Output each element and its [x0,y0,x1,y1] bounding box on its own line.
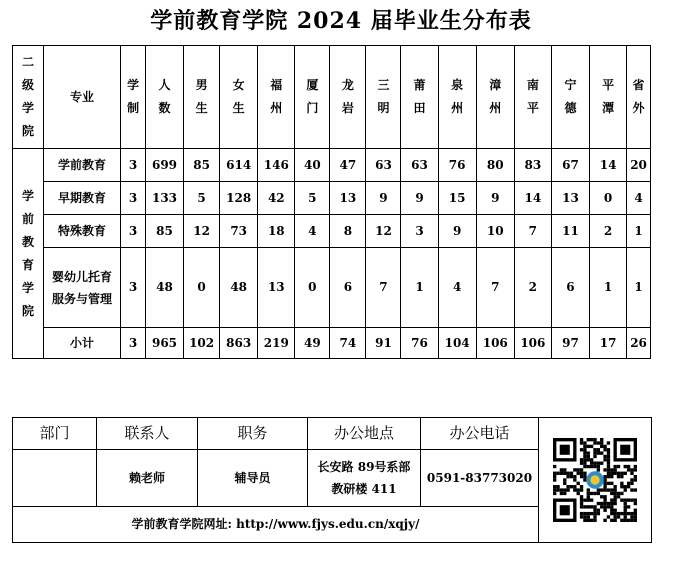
qr-code-cell [539,418,652,543]
data-cell-region-6: 9 [476,182,514,215]
data-cell-region-4: 3 [401,215,438,248]
data-cell-region-10: 1 [627,248,651,328]
data-cell-region-1: 4 [295,215,330,248]
department-cell: 学 前 教 育 学 院 [13,149,44,359]
website-label: 学前教育学院网址: [131,517,237,531]
data-cell-region-5: 4 [438,248,476,328]
contact-header-row [13,418,652,450]
header-region-ningde: 宁 德 [551,46,589,149]
data-cell-region-4: 1 [401,248,438,328]
data-cell-region-7: 14 [514,182,551,215]
subtotal-cell-region-3: 91 [366,328,401,359]
table-row [13,182,651,215]
major-cell: 特殊教育 [43,215,120,248]
data-cell-region-10: 20 [627,149,651,182]
subtotal-cell-region-5: 104 [438,328,476,359]
header-region-putian: 莆 田 [401,46,438,149]
major-cell: 学前教育 [43,149,120,182]
website-cell [13,507,539,543]
table-row [13,215,651,248]
data-cell-region-2: 8 [330,215,366,248]
data-cell-duration: 3 [121,215,146,248]
contact-header-person: 联系人 [97,418,198,450]
header-duration: 学 制 [121,46,146,149]
data-cell-count: 48 [145,248,183,328]
data-cell-region-7: 83 [514,149,551,182]
data-cell-region-0: 18 [258,215,295,248]
distribution-table [12,45,651,359]
header-region-sanming: 三 明 [366,46,401,149]
data-cell-region-5: 76 [438,149,476,182]
data-cell-region-0: 13 [258,248,295,328]
subtotal-cell-region-10: 26 [627,328,651,359]
table-row [13,149,651,182]
data-cell-region-7: 7 [514,215,551,248]
subtotal-cell-region-2: 74 [330,328,366,359]
header-region-longyan: 龙 岩 [330,46,366,149]
data-cell-region-6: 80 [476,149,514,182]
data-cell-count: 85 [145,215,183,248]
subtotal-cell-region-7: 106 [514,328,551,359]
data-cell-region-2: 47 [330,149,366,182]
data-cell-region-3: 12 [366,215,401,248]
table-row [13,248,651,328]
data-cell-region-4: 9 [401,182,438,215]
subtotal-cell-region-8: 97 [551,328,589,359]
data-cell-region-3: 9 [366,182,401,215]
data-cell-male: 12 [184,215,220,248]
header-region-fuzhou: 福 州 [258,46,295,149]
header-major: 专业 [43,46,120,149]
data-cell-region-3: 63 [366,149,401,182]
data-cell-region-5: 9 [438,215,476,248]
subtotal-cell-region-9: 17 [590,328,627,359]
header-region-outside: 省 外 [627,46,651,149]
website-link[interactable]: http://www.fjys.edu.cn/xqjy/ [236,517,420,531]
data-cell-region-7: 2 [514,248,551,328]
data-cell-region-3: 7 [366,248,401,328]
subtotal-cell-region-6: 106 [476,328,514,359]
data-cell-female: 128 [220,182,258,215]
header-department: 二 级 学 院 [13,46,44,149]
data-cell-male: 0 [184,248,220,328]
contact-table [12,417,652,543]
data-cell-region-8: 67 [551,149,589,182]
data-cell-region-10: 4 [627,182,651,215]
data-cell-region-10: 1 [627,215,651,248]
data-cell-female: 614 [220,149,258,182]
data-cell-region-5: 15 [438,182,476,215]
contact-person: 赖老师 [97,450,198,507]
header-region-pingtan: 平 潭 [590,46,627,149]
major-cell: 早期教育 [43,182,120,215]
header-region-quanzhou: 泉 州 [438,46,476,149]
data-cell-female: 48 [220,248,258,328]
header-count: 人 数 [145,46,183,149]
subtotal-cell-region-1: 49 [295,328,330,359]
data-cell-count: 133 [145,182,183,215]
data-cell-region-6: 7 [476,248,514,328]
contact-header-dept: 部门 [13,418,97,450]
data-cell-region-9: 14 [590,149,627,182]
data-cell-region-9: 2 [590,215,627,248]
subtotal-cell-female: 863 [220,328,258,359]
data-cell-duration: 3 [121,149,146,182]
subtotal-label: 小计 [43,328,120,359]
data-cell-region-1: 40 [295,149,330,182]
contact-location: 长安路 89号系部教研楼 411 [308,450,421,507]
data-cell-region-4: 63 [401,149,438,182]
subtotal-cell-count: 965 [145,328,183,359]
data-cell-region-1: 0 [295,248,330,328]
data-cell-region-9: 1 [590,248,627,328]
subtotal-cell-region-4: 76 [401,328,438,359]
header-region-xiamen: 厦 门 [295,46,330,149]
qr-code-icon [553,438,637,522]
data-cell-region-8: 11 [551,215,589,248]
data-cell-duration: 3 [121,248,146,328]
data-cell-region-8: 6 [551,248,589,328]
contact-header-location: 办公地点 [308,418,421,450]
contact-position: 辅导员 [198,450,308,507]
contact-phone: 0591-83773020 [421,450,539,507]
data-cell-region-6: 10 [476,215,514,248]
data-cell-region-0: 146 [258,149,295,182]
data-cell-male: 85 [184,149,220,182]
page-title: 学前教育学院 2024 届毕业生分布表 [150,8,532,34]
data-cell-region-2: 13 [330,182,366,215]
subtotal-cell-duration: 3 [121,328,146,359]
data-cell-female: 73 [220,215,258,248]
contact-header-phone: 办公电话 [421,418,539,450]
contact-header-position: 职务 [198,418,308,450]
data-cell-duration: 3 [121,182,146,215]
header-region-nanping: 南 平 [514,46,551,149]
data-cell-region-1: 5 [295,182,330,215]
contact-dept [13,450,97,507]
data-cell-region-9: 0 [590,182,627,215]
subtotal-cell-region-0: 219 [258,328,295,359]
major-cell: 婴幼儿托育服务与管理 [43,248,120,328]
data-cell-region-2: 6 [330,248,366,328]
data-cell-count: 699 [145,149,183,182]
subtotal-row [13,328,651,359]
subtotal-cell-male: 102 [184,328,220,359]
header-female: 女 生 [220,46,258,149]
header-male: 男 生 [184,46,220,149]
data-cell-region-0: 42 [258,182,295,215]
data-cell-region-8: 13 [551,182,589,215]
table-header-row [13,46,651,149]
data-cell-male: 5 [184,182,220,215]
header-region-zhangzhou: 漳 州 [476,46,514,149]
